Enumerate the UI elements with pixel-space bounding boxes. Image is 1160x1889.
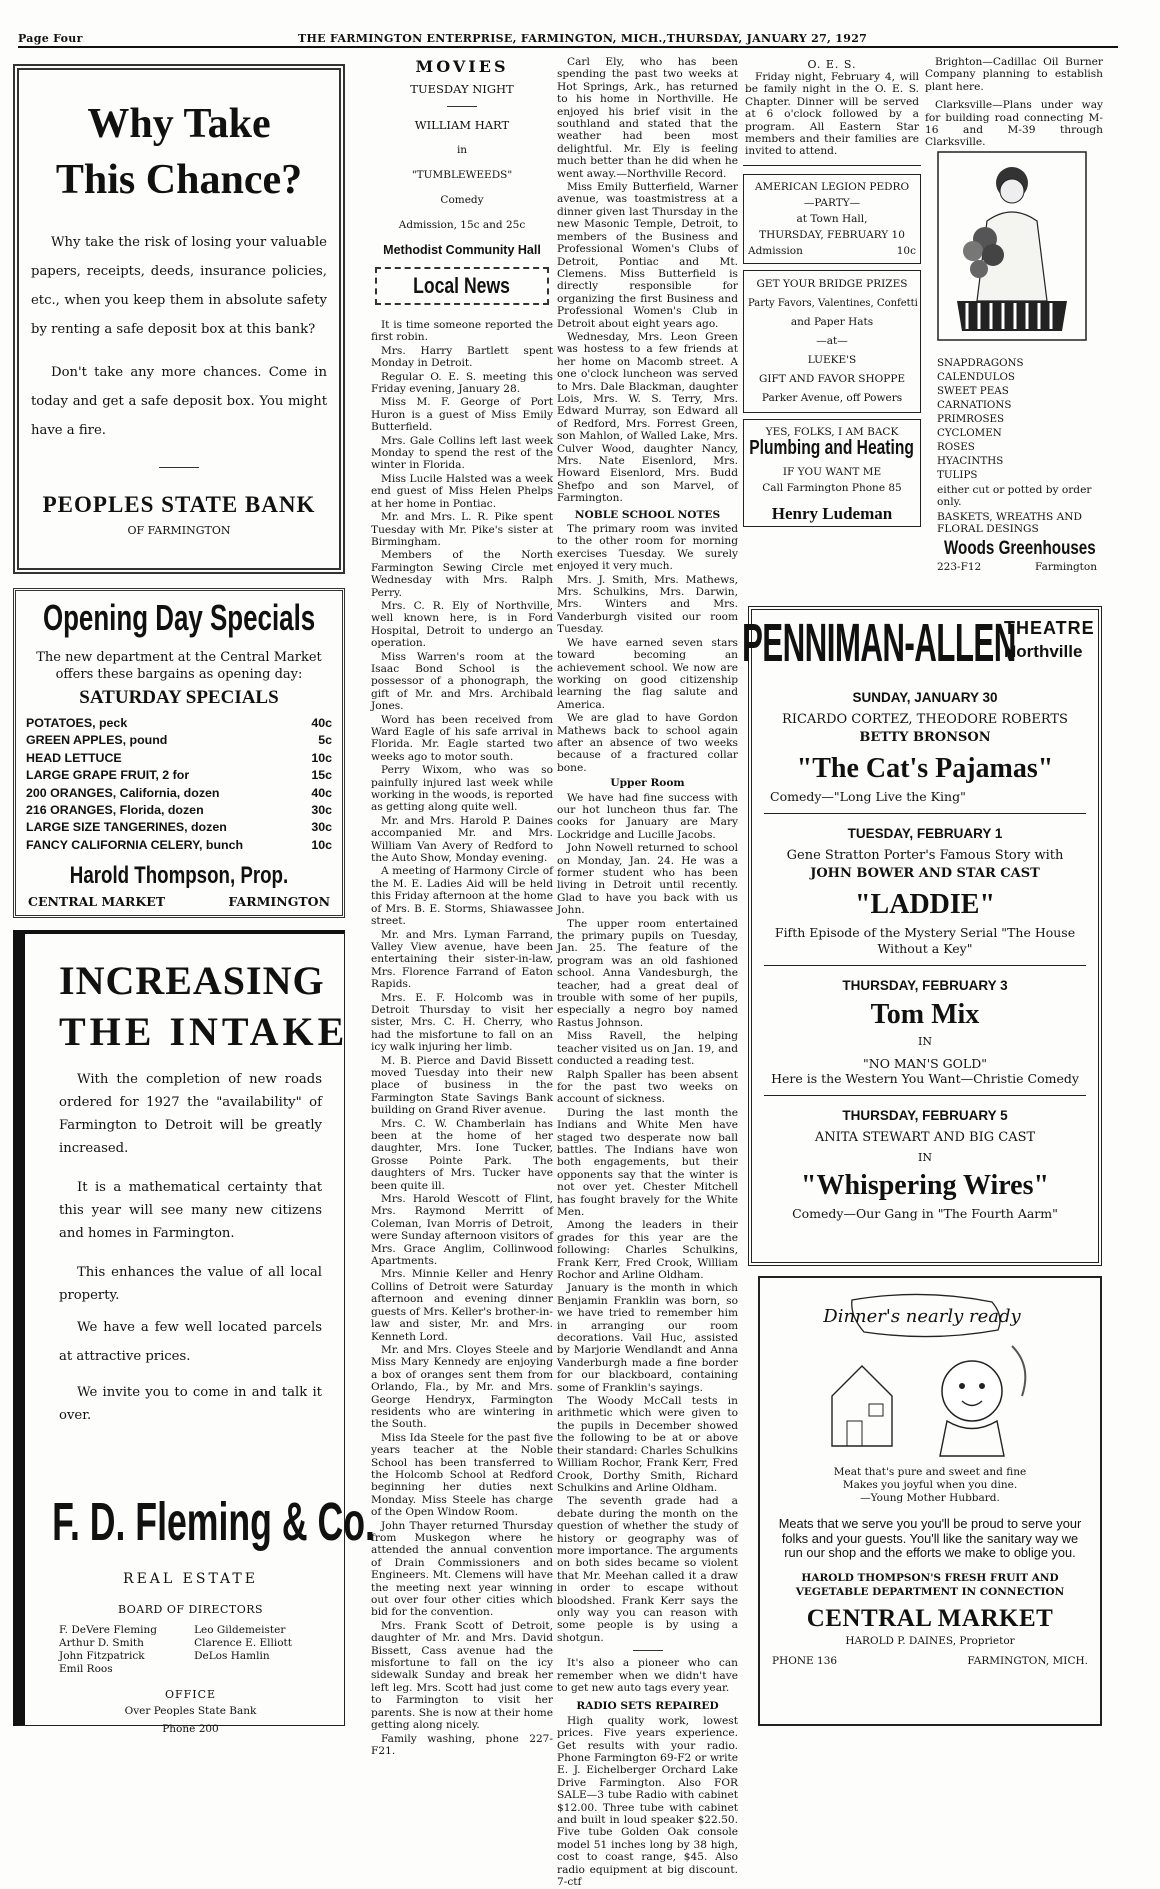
school-note: We have earned seven stars toward becoming an achievement school. We now are working on good citizenship learning the flag salute and America.	[557, 636, 738, 711]
movies-star: WILLIAM HART	[414, 118, 510, 132]
bridge-line-6: GIFT AND FAVOR SHOPPE	[758, 372, 906, 385]
movies-admission: Admission, 15c and 25c	[398, 219, 526, 231]
bridge-line-1: GET YOUR BRIDGE PRIZES	[756, 277, 908, 290]
flower-item: PRIMROSES	[937, 413, 1005, 425]
market-ad	[758, 1276, 1102, 1726]
masthead-line: THE FARMINGTON ENTERPRISE, FARMINGTON, MICH.,THURSDAY, JANUARY 27, 1927	[298, 32, 868, 45]
theatre-show	[764, 678, 1086, 813]
show-subtitle: "NO MAN'S GOLD"	[863, 1056, 987, 1071]
column-3-news	[557, 56, 738, 505]
legion-line-4: THURSDAY, FEBRUARY 10	[759, 228, 905, 241]
market-dept: HAROLD THOMPSON'S FRESH FRUIT AND VEGETABLE DEPARTMENT IN CONNECTION	[795, 1571, 1065, 1598]
fleming-board: BOARD OF DIRECTORS	[117, 1603, 264, 1616]
specials-intro: The new department at the Central Market offers these bargains as opening day:	[36, 650, 322, 682]
school-note: John Nowell returned to school on Monday, Jan. 24. He was a former student who has been living in Detroit until recently. Glad to have you back with us John.	[557, 842, 738, 917]
director-name: Leo Gildemeister	[194, 1624, 286, 1636]
column-5	[925, 56, 1103, 576]
oes-notice	[743, 56, 921, 166]
news-item: Mrs. C. W. Chamberlain has been at the home of her daughter, Mrs. Ione Tucker, Grosse Pointe Park. The daughters of Mrs. Tucker have been quite ill.	[371, 1117, 553, 1192]
market-verse-2: Makes you joyful when you dine.	[842, 1479, 1018, 1491]
special-item-name: 216 ORANGES, Florida, dozen	[26, 803, 204, 818]
news-item: A meeting of Harmony Circle of the M. E. Ladies Aid will be held this Friday afternoon at the home of Mrs. B. E. Storms, Shiawassee street.	[371, 865, 553, 928]
plumbing-line-1: YES, FOLKS, I AM BACK	[765, 425, 899, 438]
theatre-header	[742, 613, 1095, 678]
divider	[633, 1650, 663, 1651]
store-town: FARMINGTON	[228, 894, 330, 910]
greenhouse-contact	[937, 561, 1097, 573]
school-notes-heading: NOBLE SCHOOL NOTES	[574, 508, 721, 521]
column-2	[371, 56, 553, 1757]
local-news-header	[375, 267, 549, 305]
news-item: Perry Wixom, who was so painfully injured last week while working in the woods, is reported as getting along quite well.	[371, 764, 553, 814]
special-row	[26, 767, 332, 784]
divider	[447, 106, 477, 107]
plumbing-headline: Plumbing and Heating	[749, 436, 915, 459]
news-item: Miss M. F. George of Port Huron is a guest of Miss Emily Butterfield.	[371, 396, 553, 434]
legion-admission	[748, 243, 916, 259]
bank-name: PEOPLES STATE BANK	[42, 492, 316, 517]
fleming-para-2: It is a mathematical certainty that this year will see many new citizens and homes in Farmington.	[59, 1180, 322, 1241]
upper-room-heading: Upper Room	[610, 777, 685, 790]
local-news-body	[371, 319, 553, 1757]
show-film: "LADDIE"	[855, 889, 995, 920]
theatre-show	[764, 1095, 1086, 1230]
flower-item: SNAPDRAGONS	[937, 357, 1024, 369]
special-item-price: 40c	[311, 716, 332, 730]
oes-text	[745, 71, 919, 158]
fleming-para-4: We have a few well located parcels at attractive prices.	[59, 1320, 322, 1364]
market-phone: PHONE 136	[772, 1654, 838, 1667]
school-note: We have had fine success with our hot luncheon thus far. The cooks for January are Mary Lockridge and Lucille Jacobs.	[557, 791, 738, 841]
theatre-show	[764, 813, 1086, 965]
legion-ad	[743, 174, 921, 264]
column-4	[743, 56, 921, 576]
director-list	[59, 1624, 322, 1676]
bridge-line-3: and Paper Hats	[790, 315, 874, 328]
news-item: Mrs. Frank Scott of Detroit, daughter of Mr. and Mrs. David Bissett, Cass avenue had the misfortune to fall on the icy sidewalk Sunday and break her left leg. Mrs. Scott had just come to Farmington to visit her parents. She is now at their home getting along nicely.	[371, 1619, 553, 1732]
news-item: Members of the North Farmington Sewing Circle met Wednesday with Mrs. Ralph Perry.	[371, 549, 553, 599]
news-item: John Thayer returned Thursday from Muskegon where he attended the annual convention of Drain Commissioners and Engineers. Mt. Clemens will have the meeting next year winning out over four other cities which bid for the convention.	[371, 1519, 553, 1619]
greenhouse-baskets: BASKETS, WREATHS AND FLORAL DESINGS	[937, 511, 1083, 536]
special-item-price: 30c	[311, 820, 332, 835]
school-notes	[557, 523, 738, 774]
show-date: THURSDAY, FEBRUARY 3	[842, 978, 1008, 993]
legion-adm-label: Admission	[748, 244, 803, 257]
fleming-para-1: With the completion of new roads ordered for 1927 the "availability" of Farmington to Detroit will be greatly increased.	[59, 1072, 322, 1156]
market-verse-1: Meat that's pure and sweet and fine	[833, 1466, 1027, 1478]
specials-ad	[13, 588, 345, 918]
plumbing-line-4: Call Farmington Phone 85	[762, 481, 902, 494]
news-item: Mrs. Harry Bartlett spent Monday in Detroit.	[371, 344, 553, 370]
special-row	[26, 732, 332, 749]
dinner-illustration	[772, 1286, 1090, 1462]
plumbing-line-3: IF YOU WANT ME	[782, 465, 882, 478]
news-item: Mrs. E. F. Holcomb was in Detroit Thursday to visit her sister, Mrs. C. H. Cherry, who had the misfortune to fall on an icy walk injuring her limb.	[371, 991, 553, 1054]
bridge-line-4: —at—	[816, 334, 848, 347]
greenhouse-note: either cut or potted by order only.	[937, 484, 1092, 509]
bank-ad-body-2: Don't take any more chances. Come in today and get a safe deposit box. You might have a fire.	[31, 365, 327, 438]
news-item: Miss Ida Steele for the past five years teacher at the Noble School has been transferred to the Holcomb School at Redford beginning her duties next Monday. Miss Steele has charge of the Open Window Room.	[371, 1431, 553, 1519]
news-item: Regular O. E. S. meeting this Friday evening, January 28.	[371, 370, 553, 396]
state-news	[925, 56, 1103, 149]
oes-text-para: Friday night, February 4, will be family night in the O. E. S. Chapter. Dinner will be served at 6 o'clock followed by a program. All Eastern Star members and their families are invited to attend.	[745, 71, 919, 158]
special-item-price: 40c	[311, 785, 332, 800]
theatre-word: THEATRE	[1004, 618, 1095, 638]
show-in: IN	[918, 1151, 932, 1164]
fleming-name-text: F. D. Fleming & Co.	[52, 1492, 375, 1552]
show-note: Here is the Western You Want—Christie Comedy	[771, 1071, 1079, 1086]
special-item-name: GREEN APPLES, pound	[26, 733, 168, 748]
show-film: "The Cat's Pajamas"	[796, 753, 1054, 784]
news-item: Mrs. Gale Collins left last week Monday to spend the rest of the winter in Florida.	[371, 434, 553, 472]
theatre-ad	[742, 606, 1102, 1266]
fleming-para-5: We invite you to come in and talk it over.	[59, 1385, 322, 1423]
school-note: During the last month the Indians and White Men have staged two desperate now ball battles. The Indians have won both engagements, but their opponents say that the winter is not over yet. Chester Mitchell has fought bravely for the White Men.	[557, 1106, 738, 1218]
directors-right	[194, 1624, 292, 1676]
show-cast-2: BETTY BRONSON	[859, 730, 991, 745]
radio-heading: RADIO SETS REPAIRED	[576, 1700, 719, 1713]
market-prop: HAROLD P. DAINES, Proprietor	[845, 1634, 1015, 1647]
school-note: The seventh grade had a debate during the month on the question of whether the study of history or geography was of more importance. The arguments on both sides became so violent that Mr. Meehan called it a draw in order to escape without bloodshed. Frank Kerr says the only way you can reason with some people is by using a shotgun.	[557, 1495, 738, 1644]
page-header	[18, 30, 1118, 48]
market-name: CENTRAL MARKET	[806, 1604, 1054, 1632]
flower-item: CALENDULOS	[937, 371, 1015, 383]
flower-item: CARNATIONS	[937, 399, 1012, 411]
school-note: The primary room was invited to the other room for morning exercises Tuesday. We surely enjoyed it very much.	[557, 523, 738, 573]
specials-proprietor	[26, 862, 332, 894]
movies-hall: Methodist Community Hall	[383, 243, 541, 257]
news-item: Mr. and Mrs. Cloyes Steele and Miss Mary Kennedy are enjoying a box of oranges sent them from Orlando, Fla., by Mr. and Mrs. George Hendryx, Farmington residents who are wintering in the South.	[371, 1343, 553, 1431]
store-name: CENTRAL MARKET	[28, 894, 166, 910]
greenhouse-phone: 223-F12	[937, 561, 982, 573]
fleming-office-loc: Over Peoples State Bank	[124, 1705, 257, 1717]
oes-title: O. E. S.	[807, 58, 857, 71]
show-cast: ANITA STEWART AND BIG CAST	[814, 1130, 1036, 1145]
school-note: Miss Ravell, the helping teacher visited us on Jan. 19, and conducted a reading test.	[557, 1030, 738, 1068]
bridge-line-2: Party Favors, Valentines, Confetti	[748, 297, 918, 309]
special-item-name: FANCY CALIFORNIA CELERY, bunch	[26, 837, 244, 852]
news-item: Mrs. Minnie Keller and Henry Collins of Detroit were Saturday afternoon and evening dinner guests of Mrs. Keller's brother-in-law and sister, Mr. and Mrs. Kenneth Lord.	[371, 1268, 553, 1343]
news-item: Miss Lucile Halsted was a week end guest of Miss Helen Phelps at her home in Pontiac.	[371, 472, 553, 510]
special-item-name: POTATOES, peck	[26, 716, 128, 730]
news-item: Mrs. Harold Wescott of Flint, Mrs. Raymond Merritt of Coleman, Ivan Morris of Detroit, were Sunday afternoon visitors of Mrs. Grace Anglim, Collinwood Apartments.	[371, 1193, 553, 1268]
upper-room-notes	[557, 792, 738, 1645]
news-item: Family washing, phone 227-F21.	[371, 1732, 553, 1757]
news-item: Mr. and Mrs. L. R. Pike spent Tuesday with Mr. Pike's sister at Birmingham.	[371, 511, 553, 548]
legion-line-1: AMERICAN LEGION PEDRO	[754, 180, 910, 193]
specials-list	[26, 715, 332, 854]
show-date: TUESDAY, FEBRUARY 1	[847, 826, 1003, 841]
movies-night: TUESDAY NIGHT	[410, 82, 514, 96]
news-item: Mr. and Mrs. Harold P. Daines accompanied Mr. and Mrs. William Van Avery of Redford to the Auto Show, Monday evening.	[371, 814, 553, 865]
pioneer-quip	[557, 1657, 738, 1694]
director-name: Arthur D. Smith	[59, 1637, 144, 1649]
greenhouse-town: Farmington	[1035, 561, 1097, 573]
special-item-price: 10c	[311, 837, 332, 852]
fleming-name	[52, 1491, 375, 1565]
page-number: Page Four	[18, 32, 83, 45]
flower-item: SWEET PEAS	[937, 385, 1009, 397]
bridge-ad	[743, 270, 921, 413]
news-item: Miss Emily Butterfield, Warner avenue, was toastmistress at a dinner given last Thursday in the new Masonic Temple, Detroit, to members of the Business and Professional Women's Clubs of Detroit, Pontiac and Mt. Clemens. Miss Butterfield is directly responsible for organizing the first Business and Professional Women's Club in Detroit about eight years ago.	[557, 181, 738, 330]
school-note: The Woody McCall tests in arithmetic which were given to the pupils in December showed the following to be at or above their standard: Charles Schulkins William Rochor, Frank Kerr, Fred Crook, Dorthy Smith, Richard Schulkins and Arline Oldham.	[557, 1395, 738, 1494]
school-note: The upper room entertained the primary pupils on Tuesday, Jan. 25. The feature of the program was an old fashioned school. Anna Vandesburgh, the teacher, had a great deal of trouble with some of her pupils, especially a negro boy named Rastus Johnson.	[557, 917, 738, 1029]
show-in: IN	[918, 1035, 932, 1048]
flower-item: HYACINTHS	[937, 455, 1004, 467]
radio-ad	[557, 1715, 738, 1889]
show-cast: RICARDO CORTEZ, THEODORE ROBERTS	[782, 712, 1068, 727]
news-item: It is time someone reported the first robin.	[371, 319, 553, 344]
special-item-name: LARGE SIZE TANGERINES, dozen	[26, 820, 227, 835]
theatre-name: PENNIMAN-ALLEN	[742, 613, 1016, 673]
bridge-line-7: Parker Avenue, off Powers	[761, 391, 903, 404]
specials-footer	[26, 894, 332, 909]
market-contact	[772, 1655, 1088, 1667]
market-verse-3: —Young Mother Hubbard.	[860, 1492, 1000, 1504]
flower-list	[937, 356, 1024, 482]
fleming-office: OFFICE	[164, 1688, 217, 1701]
pioneer-text: It's also a pioneer who can remember when we didn't have to get new auto tags every year.	[557, 1657, 738, 1694]
movies-box	[371, 56, 553, 265]
show-note: Comedy—"Long Live the King"	[770, 789, 966, 804]
movies-film: "TUMBLEWEEDS"	[411, 169, 513, 181]
fleming-title-2: THE INTAKE	[59, 1009, 349, 1054]
show-cast: Gene Stratton Porter's Famous Story with	[786, 848, 1064, 863]
special-row	[26, 715, 332, 732]
plumbing-name: Henry Ludeman	[771, 503, 893, 523]
flower-item: CYCLOMEN	[937, 427, 1002, 439]
legion-line-3: at Town Hall,	[796, 212, 868, 225]
director-name: Clarence E. Elliott	[194, 1637, 292, 1649]
special-item-price: 30c	[311, 803, 332, 818]
bank-ad-title: Why Take This Chance?	[55, 101, 303, 203]
movies-title: MOVIES	[415, 57, 509, 76]
special-row	[26, 802, 332, 819]
column-3	[557, 56, 738, 1889]
director-name: F. DeVere Fleming	[59, 1624, 158, 1636]
dinner-script-text: Dinner's nearly ready	[823, 1306, 1021, 1327]
special-row	[26, 819, 332, 836]
movies-comedy: Comedy	[440, 194, 484, 206]
special-row	[26, 750, 332, 767]
radio-text: High quality work, lowest prices. Five years experience. Get results with your radio. Phone Farmington 69-F2 or write E. J. Eichelberger Orchard Lake Drive Farmington. Also FOR SALE—3 tube Radio with cabinet $12.00. Three tube with cabinet and built in loud speaker $22.50. Five tube Golden Oak console model 51 inches long by 38 high, cost to coast range, $45. Also radio equipment at big discount. 7-ctf	[557, 1714, 738, 1889]
specials-title	[26, 597, 332, 643]
divider	[159, 467, 199, 468]
bridge-line-5: LUEKE'S	[807, 353, 857, 366]
bank-ad-body: Why take the risk of losing your valuable papers, receipts, deeds, insurance policies, etc., when you keep them in absolute safety by renting a safe deposit box at this bank?	[31, 235, 327, 337]
news-item: Carl Ely, who has been spending the past two weeks at Hot Springs, Ark., has returned to his home in Northville. He enjoyed his brief visit in the southland and stated that the weather had been most delightful. Mr. Ely is feeling much better than he did when he went away.—Northville Record.	[557, 56, 738, 180]
greenhouse-name	[937, 538, 1103, 560]
school-note: We are glad to have Gordon Mathews back to school again after an absence of two weeks because of a fractured collar bone.	[557, 712, 738, 774]
show-film: "Whispering Wires"	[800, 1170, 1050, 1201]
specials-title-text: Opening Day Specials	[42, 597, 316, 638]
special-item-name: HEAD LETTUCE	[26, 750, 122, 765]
special-item-price: 10c	[311, 750, 332, 765]
plumbing-line-2	[746, 436, 918, 464]
school-note: Ralph Spaller has been absent for the past two weeks on account of sickness.	[557, 1068, 738, 1106]
fleming-phone: Phone 200	[162, 1723, 219, 1735]
school-note: January is the month in which Benjamin Franklin was born, so we have tried to remember him in arranging our room decorations. Vail Huc, assisted by Marjorie Wendlandt and Anna Vanderburgh made a fine border for our blackboard, containing some of Franklin's sayings.	[557, 1282, 738, 1394]
bank-ad	[13, 64, 345, 574]
special-item-price: 5c	[318, 733, 332, 748]
directors-left	[59, 1624, 157, 1676]
fleming-para-3: This enhances the value of all local property.	[59, 1265, 322, 1303]
show-date: SUNDAY, JANUARY 30	[852, 690, 998, 705]
fleming-ad	[13, 930, 375, 1735]
show-date: THURSDAY, FEBRUARY 5	[842, 1108, 1008, 1123]
director-name: John Fitzpatrick	[59, 1650, 145, 1662]
greenhouse-name-text: Woods Greenhouses	[944, 538, 1096, 559]
news-item: Miss Warren's room at the Isaac Bond School is the possessor of a phonograph, the gift of Mr. and Mrs. Archibald Jones.	[371, 650, 553, 713]
flower-item: ROSES	[937, 441, 975, 453]
director-name: DeLos Hamlin	[194, 1650, 270, 1662]
market-town: FARMINGTON, MICH.	[967, 1654, 1088, 1667]
news-item: Wednesday, Mrs. Leon Green was hostess to a few friends at her home on Macomb street. A one o'clock luncheon was served to Mrs. Dale Blackman, daughter Lois, Mrs. W. S. Terry, Mrs. Edward Murray, son Edward all of Redford, Mrs. Forrest Green, son Mahlon, of Walled Lake, Mrs. Culver Wood, daughter Nancy, Mrs. Nate Eisenlord, Mrs. Howard Eisenlord, Mrs. Budd Shefpo and son Marvel, of Farmington.	[557, 330, 738, 505]
theatre-shows	[764, 678, 1086, 1230]
special-item-price: 15c	[311, 768, 332, 783]
show-film: Tom Mix	[870, 999, 980, 1030]
movies-in: in	[456, 144, 468, 156]
plumbing-ad	[743, 419, 921, 527]
director-name: Emil Roos	[59, 1663, 113, 1675]
school-note: Among the leaders in their grades for this year are the following: Charles Schulkins, Frank Kerr, Fred Crook, William Rochor and Arline Oldham.	[557, 1219, 738, 1281]
special-item-name: LARGE GRAPE FRUIT, 2 for	[26, 768, 190, 783]
news-item: Word has been received from Ward Eagle of his safe arrival in Florida. Mr. Eagle started two weeks ago to motor south.	[371, 713, 553, 763]
specials-proprietor-text: Harold Thompson, Prop.	[69, 862, 289, 890]
bank-location: OF FARMINGTON	[127, 524, 231, 537]
theatre-show	[764, 965, 1086, 1095]
brighton-item: Brighton—Cadillac Oil Burner Company planning to establish plant here.	[925, 56, 1103, 93]
specials-heading: SATURDAY SPECIALS	[79, 687, 279, 708]
fleming-sub: REAL ESTATE	[123, 1571, 258, 1587]
show-cast-2: JOHN BOWER AND STAR CAST	[810, 866, 1040, 881]
legion-line-2: —PARTY—	[803, 196, 861, 209]
legion-price: 10c	[896, 244, 916, 257]
clarksville-item: Clarksville—Plans under way for building road connecting M-16 and M-39 through Clarksville.	[925, 99, 1103, 149]
news-item: Mrs. C. R. Ely of Northville, well known here, is in Ford Hospital, Detroit to undergo an operation.	[371, 599, 553, 650]
show-note: Comedy—Our Gang in "The Fourth Aarm"	[792, 1206, 1058, 1221]
greenhouse-illustration	[937, 151, 1087, 341]
news-item: M. B. Pierce and David Bissett moved Tuesday into their new place of business in the Farmington State Savings Bank building on Grand River avenue.	[371, 1054, 553, 1117]
special-item-name: 200 ORANGES, California, dozen	[26, 785, 220, 800]
local-news-title: Local News	[413, 273, 511, 298]
special-row	[26, 785, 332, 802]
news-item: Mr. and Mrs. Lyman Farrand, Valley View avenue, have been entertaining their sister-in-law, Mrs. Florence Farrand of Eaton Rapids.	[371, 928, 553, 991]
fleming-title-1: INCREASING	[59, 958, 325, 1003]
market-body: Meats that we serve you you'll be proud to serve your folks and your guests. You'll like the sanitary way we run our shop and the efforts we make to oblige you.	[778, 1516, 1082, 1560]
show-note: Fifth Episode of the Mystery Serial "The House Without a Key"	[774, 925, 1076, 956]
flower-item: TULIPS	[937, 469, 978, 481]
special-row	[26, 837, 332, 854]
theatre-town: Northville	[1004, 642, 1083, 661]
school-note: Mrs. J. Smith, Mrs. Mathews, Mrs. Schulkins, Mrs. Darwin, Mrs. Winters and Mrs. Vanderburgh visited our room Tuesday.	[557, 573, 738, 636]
